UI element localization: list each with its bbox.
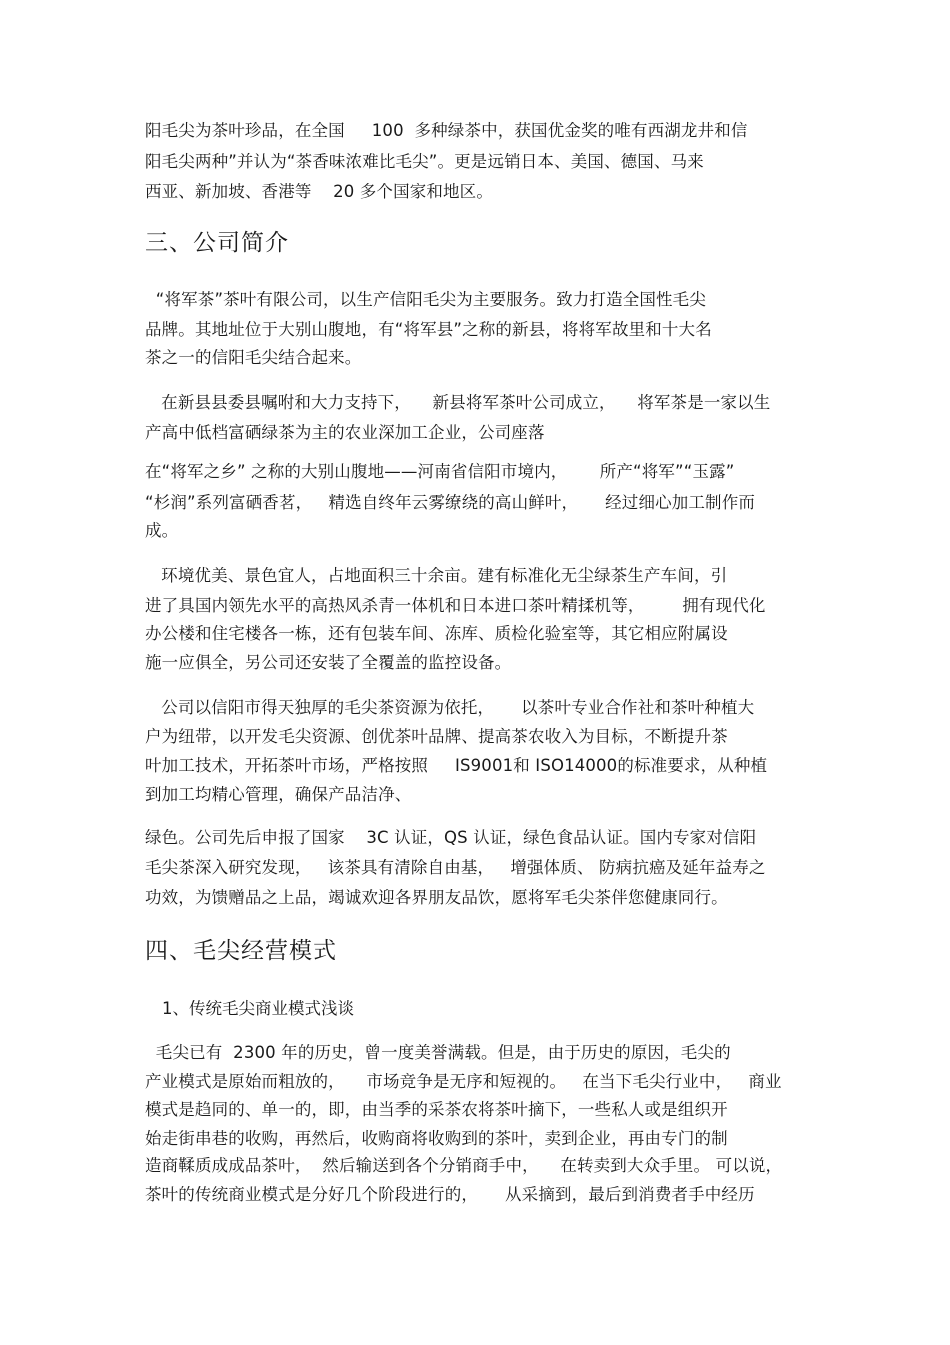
paragraph-line: 模式是趋同的、单一的，即，由当季的采茶农将茶叶摘下，一些私人或是组织开 <box>145 1100 728 1119</box>
paragraph-line: 始走街串巷的收购，再然后，收购商将收购到的茶叶，卖到企业，再由专门的制 <box>145 1129 728 1148</box>
intro-line: 西亚、新加坡、香港等 20 多个国家和地区。 <box>145 182 493 201</box>
intro-line: 阳毛尖两种”并认为“茶香味浓难比毛尖”。更是远销日本、美国、德国、马来 <box>145 152 704 171</box>
paragraph-line: 茶之一的信阳毛尖结合起来。 <box>145 348 362 367</box>
paragraph-line: 造商鞣质成成品茶叶， 然后输送到各个分销商手中， 在转卖到大众手里。 可以说， <box>145 1156 783 1175</box>
paragraph-line: 产业模式是原始而粗放的， 市场竞争是无序和短视的。 在当下毛尖行业中， 商业 <box>145 1072 782 1091</box>
paragraph-line: 绿色。公司先后申报了国家 3C 认证，QS 认证，绿色食品认证。国内专家对信阳 <box>145 828 757 847</box>
paragraph-line: 毛尖已有 2300 年的历史，曾一度美誉满载。但是，由于历史的原因，毛尖的 <box>145 1043 731 1062</box>
paragraph-line: “将军茶”茶叶有限公司，以生产信阳毛尖为主要服务。致力打造全国性毛尖 <box>145 290 706 309</box>
paragraph-line: 户为纽带，以开发毛尖资源、创优茶叶品牌、提高茶农收入为目标，不断提升茶 <box>145 727 728 746</box>
paragraph-line: 到加工均精心管理，确保产品洁净、 <box>145 785 412 804</box>
paragraph-line: 毛尖茶深入研究发现， 该茶具有清除自由基， 增强体质、 防病抗癌及延年益寿之 <box>145 858 766 877</box>
paragraph-line: 成。 <box>145 521 179 540</box>
paragraph-line: 产高中低档富硒绿茶为主的农业深加工企业，公司座落 <box>145 423 545 442</box>
paragraph-line: 在新县县委县嘱咐和大力支持下， 新县将军茶叶公司成立， 将军茶是一家以生 <box>145 393 771 412</box>
paragraph-line: 品牌。其地址位于大别山腹地，有“将军县”之称的新县，将将军故里和十大名 <box>145 320 712 339</box>
paragraph-line: 功效，为馈赠品之上品，竭诚欢迎各界朋友品饮，愿将军毛尖茶伴您健康同行。 <box>145 888 728 907</box>
subsection-heading: 1、传统毛尖商业模式浅谈 <box>162 999 354 1018</box>
intro-line: 阳毛尖为茶叶珍品，在全国 100 多种绿茶中，获国优金奖的唯有西湖龙井和信 <box>145 121 748 140</box>
paragraph-line: 叶加工技术，开拓茶叶市场，严格按照 IS9001和 ISO14000的标准要求，从种植 <box>145 756 768 775</box>
paragraph-line: “杉润”系列富硒香茗， 精选自终年云雾缭绕的高山鲜叶， 经过细心加工制作而 <box>145 493 756 512</box>
section-heading-business-model: 四、毛尖经营模式 <box>145 938 337 964</box>
paragraph-line: 进了具国内领先水平的高热风杀青一体机和日本进口茶叶精揉机等， 拥有现代化 <box>145 596 766 615</box>
paragraph-line: 公司以信阳市得天独厚的毛尖茶资源为依托， 以茶叶专业合作社和茶叶种植大 <box>145 698 755 717</box>
paragraph-line: 在“将军之乡” 之称的大别山腹地——河南省信阳市境内， 所产“将军”“玉露” <box>145 462 735 481</box>
section-heading-company-profile: 三、公司简介 <box>145 230 289 256</box>
paragraph-line: 办公楼和住宅楼各一栋，还有包装车间、冻库、质检化验室等，其它相应附属设 <box>145 624 728 643</box>
paragraph-line: 茶叶的传统商业模式是分好几个阶段进行的， 从采摘到，最后到消费者手中经历 <box>145 1185 755 1204</box>
paragraph-line: 环境优美、景色宜人，占地面积三十余亩。建有标准化无尘绿茶生产车间，引 <box>145 566 728 585</box>
paragraph-line: 施一应俱全，另公司还安装了全覆盖的监控设备。 <box>145 653 512 672</box>
